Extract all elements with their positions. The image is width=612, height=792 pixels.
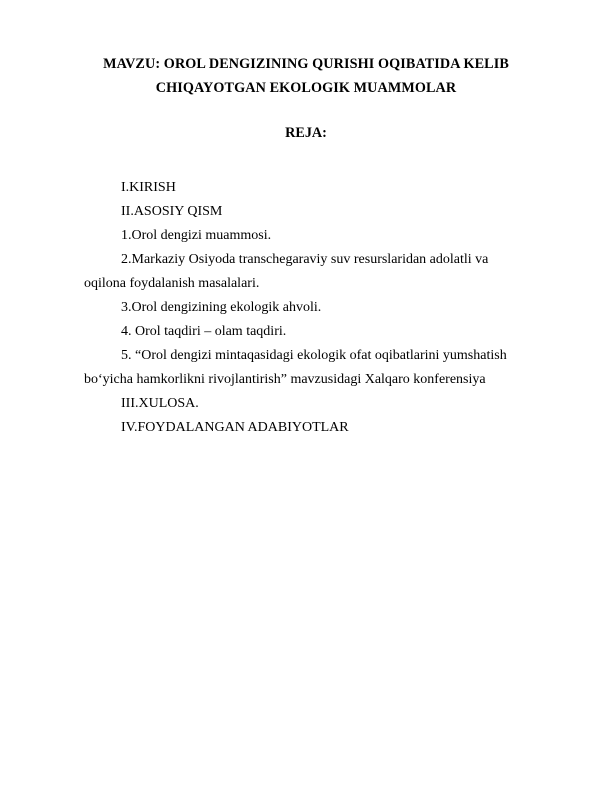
document-title-line-2: CHIQAYOTGAN EKOLOGIK MUAMMOLAR	[155, 80, 457, 96]
outline-item-4: 4. Orol taqdiri – olam taqdiri.	[121, 324, 287, 339]
outline-item-introduction: I.KIRISH	[121, 180, 176, 195]
outline-item-5: 5. “Orol dengizi mintaqasidagi ekologik ofat oqibatlarini yumshatish bo‘yicha hamkorlikni rivojlantirish” mavzusidagi Xalqaro konferensiya	[84, 348, 507, 387]
plan-heading: REJA:	[285, 125, 327, 141]
outline-item-references: IV.FOYDALANGAN ADABIYOTLAR	[121, 420, 349, 435]
outline-item-1: 1.Orol dengizi muammosi.	[121, 228, 272, 243]
outline-item-main-part: II.ASOSIY QISM	[121, 204, 223, 219]
plan-outline	[84, 176, 522, 440]
outline-item-3: 3.Orol dengizining ekologik ahvoli.	[121, 300, 322, 315]
document-title-line-1: MAVZU: OROL DENGIZINING QURISHI OQIBATIDA KELIB	[103, 56, 509, 72]
outline-item-conclusion: III.XULOSA.	[121, 396, 199, 411]
outline-item-2: 2.Markaziy Osiyoda transchegaraviy suv resurslaridan adolatli va oqilona foydalanish masalalari.	[84, 252, 489, 291]
